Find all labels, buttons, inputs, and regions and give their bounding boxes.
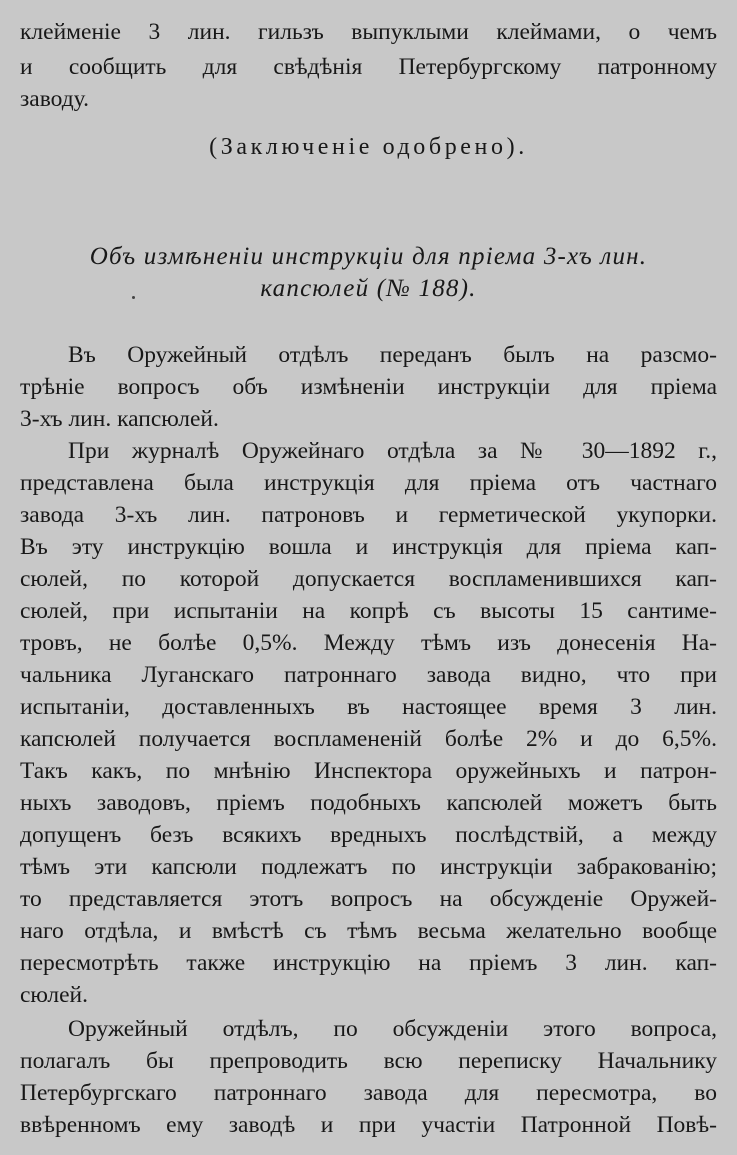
text-line: заводу. bbox=[20, 86, 89, 112]
text-line: и сообщить для свѣдѣнія Петербургскому патронному bbox=[20, 54, 717, 80]
text-line: капсюлей получается воспламененій болѣе 2% и до 6,5%. bbox=[20, 726, 717, 752]
text-line: тровъ, не болѣе 0,5%. Между тѣмъ изъ донесенія На- bbox=[20, 630, 717, 656]
section-heading-line-2: капсюлей (№ 188). bbox=[260, 275, 477, 302]
text-line: тѣмъ эти капсюли подлежатъ по инструкціи забракованію; bbox=[20, 854, 717, 880]
text-line: Петербургскаго патроннаго завода для пересмотра, во bbox=[20, 1080, 717, 1106]
text-line: то представляется этотъ вопросъ на обсужденіе Оружей- bbox=[20, 886, 717, 912]
text-line: чальника Луганскаго патроннаго завода видно, что при bbox=[20, 662, 717, 688]
text-line: ввѣренномъ ему заводѣ и при участіи Патронной Повѣ- bbox=[20, 1112, 717, 1138]
text-line: пересмотрѣть также инструкцію на пріемъ 3 лин. кап- bbox=[20, 950, 717, 976]
text-line: допущенъ безъ всякихъ вредныхъ послѣдствій, а между bbox=[20, 822, 717, 848]
text-line: Въ Оружейный отдѣлъ переданъ былъ на разсмо- bbox=[68, 342, 717, 368]
text-line: сюлей. bbox=[20, 982, 89, 1008]
text-line: 3-хъ лин. капсюлей. bbox=[20, 406, 219, 432]
text-line: трѣніе вопросъ объ измѣненіи инструкціи для пріема bbox=[20, 374, 717, 400]
text-line: представлена была инструкція для пріема отъ частнаго bbox=[20, 470, 717, 496]
text-line: завода 3-хъ лин. патроновъ и герметической укупорки. bbox=[20, 502, 717, 528]
text-line: сюлей, по которой допускается воспламенившихся кап- bbox=[20, 566, 717, 592]
approval-note: (Заключеніе одобрено). bbox=[209, 134, 528, 160]
section-heading-line-1: Объ измѣненіи инструкціи для пріема 3-хъ лин. bbox=[89, 243, 648, 270]
text-line: Въ эту инструкцію вошла и инструкція для пріема кап- bbox=[20, 534, 717, 560]
text-line: Оружейный отдѣлъ, по обсужденіи этого вопроса, bbox=[68, 1016, 717, 1042]
text-line: сюлей, при испытаніи на копрѣ съ высоты 15 сантиме- bbox=[20, 598, 717, 624]
text-line: полагалъ бы препроводить всю переписку Начальнику bbox=[20, 1048, 717, 1074]
text-line: ныхъ заводовъ, пріемъ подобныхъ капсюлей можетъ быть bbox=[20, 790, 717, 816]
text-line: наго отдѣла, и вмѣстѣ съ тѣмъ весьма желательно вообще bbox=[20, 918, 717, 944]
text-line: клейменіе 3 лин. гильзъ выпуклыми клеймами, о чемъ bbox=[20, 19, 717, 45]
print-speck bbox=[132, 296, 135, 299]
text-line: испытаніи, доставленныхъ въ настоящее время 3 лин. bbox=[20, 694, 717, 720]
text-line: Такъ какъ, по мнѣнію Инспектора оружейныхъ и патрон- bbox=[20, 758, 717, 784]
text-line: При журналѣ Оружейнаго отдѣла за № 30—1892 г., bbox=[68, 438, 717, 464]
